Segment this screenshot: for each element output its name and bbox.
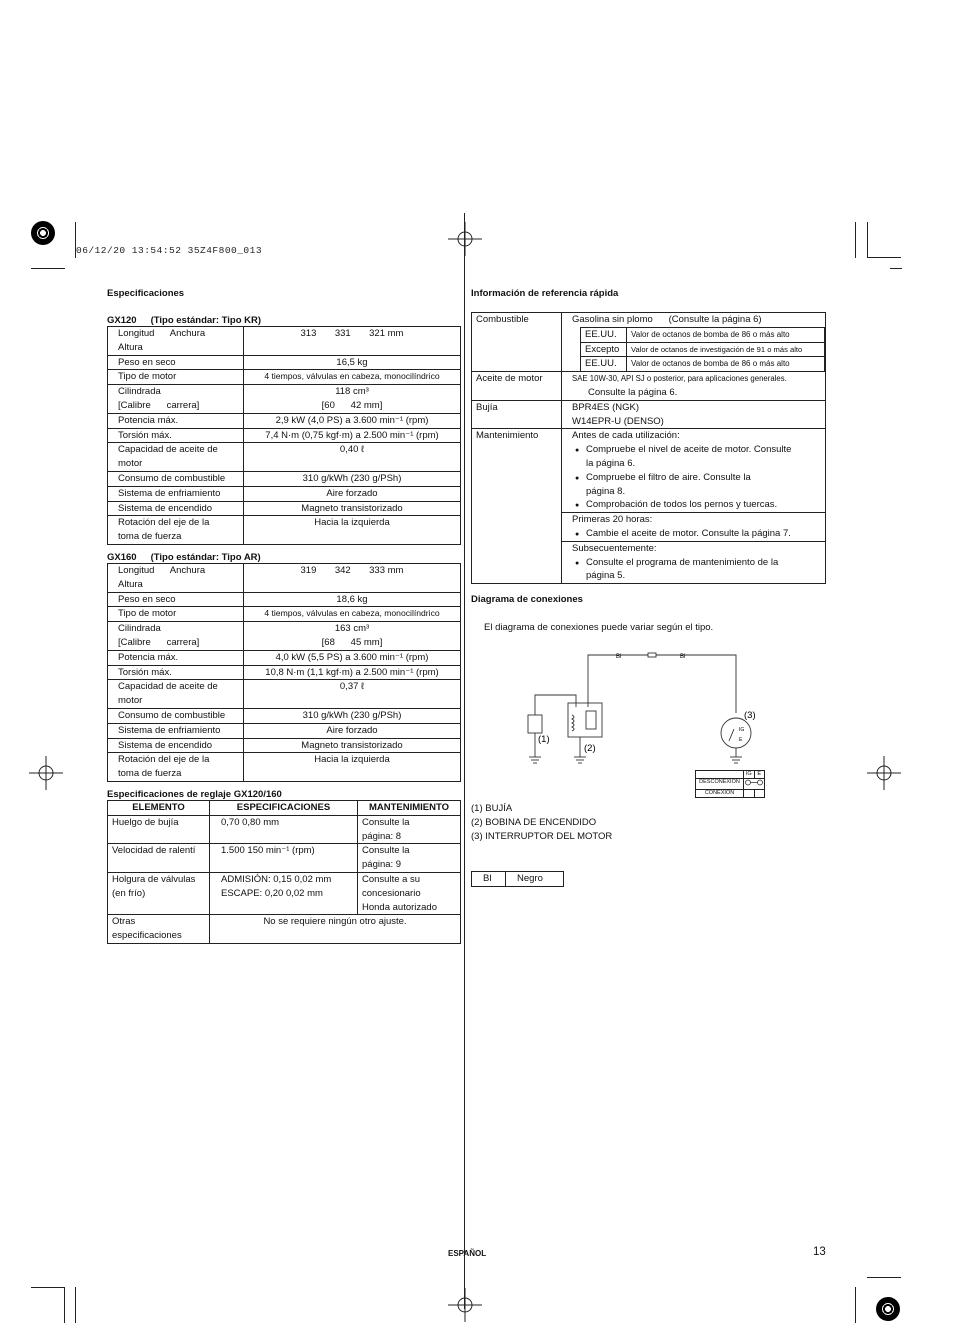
table-row bbox=[108, 428, 461, 443]
gx120-spec-table bbox=[107, 326, 461, 545]
oil-spec: SAE 10W-30, API SJ o posterior, para aplicaciones generales. bbox=[572, 374, 787, 384]
table-row bbox=[108, 385, 461, 414]
fuel-region: EE.UU. bbox=[581, 327, 627, 342]
wire-label: Bl bbox=[680, 654, 686, 660]
switch-ig-label: IG bbox=[739, 727, 745, 733]
table-row bbox=[108, 564, 461, 593]
list-item: ● Consulte el programa de mantenimiento de la página 5. bbox=[586, 556, 821, 584]
reglaje-cell: Consulte la página: 8 bbox=[358, 815, 461, 844]
table-row bbox=[108, 592, 461, 607]
table-row bbox=[108, 443, 461, 472]
plug-ngk: BPR4ES (NGK) bbox=[572, 401, 640, 413]
spec-label: Peso en seco bbox=[108, 355, 244, 370]
fuel-label: Combustible bbox=[472, 313, 562, 372]
spec-label: Consumo de combustible bbox=[108, 471, 244, 486]
fuel-region: Excepto bbox=[581, 342, 627, 357]
spec-value: 0,40 ℓ bbox=[244, 443, 461, 472]
switch-continuity-table bbox=[695, 770, 765, 798]
table-row bbox=[696, 790, 765, 798]
switch-on-label: CONEXIÓN bbox=[696, 790, 744, 798]
reglaje-header-maint: MANTENIMIENTO bbox=[358, 801, 461, 816]
callout-engine-switch: (3) bbox=[744, 710, 756, 721]
callout-spark-plug: (1) bbox=[538, 734, 550, 745]
reglaje-cell: 1.500 150 min⁻¹ (rpm) bbox=[210, 844, 358, 873]
quick-reference-table bbox=[471, 312, 826, 584]
color-code-table bbox=[471, 871, 564, 887]
spec-label: Potencia máx. bbox=[108, 413, 244, 428]
spec-value: 163 cm³ [68 45 mm] bbox=[244, 622, 461, 651]
reglaje-cell: Consulte la página: 9 bbox=[358, 844, 461, 873]
reglaje-cell: Consulte a su concesionario Honda autorizado bbox=[358, 872, 461, 914]
maint-group bbox=[562, 542, 825, 583]
reglaje-other-value: No se requiere ningún otro ajuste. bbox=[210, 915, 461, 944]
table-row bbox=[472, 872, 564, 887]
fuel-octane-table bbox=[580, 327, 825, 371]
plug-denso: W14EPR-U (DENSO) bbox=[572, 415, 664, 427]
table-row bbox=[472, 400, 826, 429]
reglaje-cell: Holgura de válvulas (en frío) bbox=[108, 872, 210, 914]
table-row bbox=[108, 486, 461, 501]
table-row bbox=[472, 429, 826, 584]
spec-label: Cilindrada [Calibre carrera] bbox=[108, 385, 244, 414]
color-code: Bl bbox=[472, 872, 506, 887]
reglaje-cell: Velocidad de ralentí bbox=[108, 844, 210, 873]
list-item: ● Cambie el aceite de motor. Consulte la página 7. bbox=[586, 527, 821, 541]
spec-value: 313 331 321 mm bbox=[244, 327, 461, 356]
table-row bbox=[108, 501, 461, 516]
maint-group bbox=[562, 429, 825, 513]
table-row bbox=[108, 650, 461, 665]
spec-value: Magneto transistorizado bbox=[244, 738, 461, 753]
fuel-octane: Valor de octanos de bomba de 86 o más alto bbox=[627, 357, 825, 371]
spec-value: 10,8 N·m (1,1 kgf·m) a 2.500 min⁻¹ (rpm) bbox=[244, 665, 461, 680]
reglaje-cell: 0,70 0,80 mm bbox=[210, 815, 358, 844]
spec-value: 18,6 kg bbox=[244, 592, 461, 607]
continuity-symbol bbox=[744, 779, 764, 786]
spec-label: Rotación del eje de la toma de fuerza bbox=[108, 753, 244, 782]
table-row bbox=[581, 327, 825, 342]
spec-label: Sistema de encendido bbox=[108, 501, 244, 516]
spec-value: 310 g/kWh (230 g/PSh) bbox=[244, 708, 461, 723]
spec-label: Tipo de motor bbox=[108, 370, 244, 385]
table-row bbox=[108, 915, 461, 944]
fuel-region: EE.UU. bbox=[581, 357, 627, 371]
spec-value: 7,4 N·m (0,75 kgf·m) a 2.500 min⁻¹ (rpm) bbox=[244, 428, 461, 443]
reglaje-cell: ADMISIÓN: 0,15 0,02 mm ESCAPE: 0,20 0,02 mm bbox=[210, 872, 358, 914]
switch-e-label: E bbox=[739, 737, 743, 743]
list-item: ● Compruebe el nivel de aceite de motor. Consulte la página 6. bbox=[586, 443, 821, 471]
gx120-type: (Tipo estándar: Tipo KR) bbox=[150, 315, 262, 326]
spec-label: Longitud Anchura Altura bbox=[108, 327, 244, 356]
fuel-octane: Valor de octanos de investigación de 91 o más alto bbox=[627, 342, 825, 357]
table-row bbox=[108, 708, 461, 723]
maint-label: Mantenimiento bbox=[472, 429, 562, 584]
oil-ref: Consulte la página 6. bbox=[588, 386, 678, 398]
reglaje-other-label: Otras especificaciones bbox=[108, 915, 210, 944]
spec-label: Capacidad de aceite de motor bbox=[108, 443, 244, 472]
switch-ig-label: IG bbox=[744, 771, 755, 779]
spec-value: 16,5 kg bbox=[244, 355, 461, 370]
table-row bbox=[108, 607, 461, 622]
spec-label: Torsión máx. bbox=[108, 665, 244, 680]
wiring-title: Diagrama de conexiones bbox=[471, 594, 583, 605]
spec-label: Longitud Anchura Altura bbox=[108, 564, 244, 593]
table-row bbox=[108, 815, 461, 844]
spec-label: Tipo de motor bbox=[108, 607, 244, 622]
maint-group-head: Primeras 20 horas: bbox=[572, 514, 653, 526]
callout-ignition-coil: (2) bbox=[584, 743, 596, 754]
table-row bbox=[108, 622, 461, 651]
spec-label: Sistema de encendido bbox=[108, 738, 244, 753]
reglaje-header-element: ELEMENTO bbox=[108, 801, 210, 816]
reglaje-title: Especificaciones de reglaje GX120/160 bbox=[107, 789, 282, 800]
spec-label: Peso en seco bbox=[108, 592, 244, 607]
spec-label: Sistema de enfriamiento bbox=[108, 486, 244, 501]
table-row bbox=[108, 753, 461, 782]
table-row bbox=[108, 471, 461, 486]
table-row bbox=[472, 372, 826, 401]
spec-label: Torsión máx. bbox=[108, 428, 244, 443]
list-item: ● Compruebe el filtro de aire. Consulte la página 8. bbox=[586, 471, 821, 499]
reglaje-header-spec: ESPECIFICACIONES bbox=[210, 801, 358, 816]
list-item: ● Comprobación de todos los pernos y tuercas. bbox=[586, 498, 821, 512]
table-row bbox=[696, 779, 765, 790]
wiring-note: El diagrama de conexiones puede variar según el tipo. bbox=[484, 622, 714, 633]
spec-value: 4 tiempos, válvulas en cabeza, monocilíndrico bbox=[244, 607, 461, 622]
switch-off-label: DESCONEXIÓN bbox=[696, 779, 744, 790]
table-row bbox=[581, 342, 825, 357]
spec-value: Hacia la izquierda bbox=[244, 753, 461, 782]
gx160-model: GX160 bbox=[107, 552, 137, 563]
spec-label: Rotación del eje de la toma de fuerza bbox=[108, 516, 244, 545]
table-row bbox=[472, 313, 826, 372]
quick-reference-title: Información de referencia rápida bbox=[471, 288, 619, 299]
fuel-octane: Valor de octanos de bomba de 86 o más alto bbox=[627, 327, 825, 342]
spec-label: Sistema de enfriamiento bbox=[108, 723, 244, 738]
spec-value: 319 342 333 mm bbox=[244, 564, 461, 593]
spec-value: 2,9 kW (4,0 PS) a 3.600 min⁻¹ (rpm) bbox=[244, 413, 461, 428]
table-row bbox=[581, 357, 825, 371]
wiring-legend bbox=[471, 802, 612, 844]
table-row bbox=[108, 680, 461, 709]
spec-value: 4 tiempos, válvulas en cabeza, monocilíndrico bbox=[244, 370, 461, 385]
reglaje-table bbox=[107, 800, 461, 944]
switch-e-label: E bbox=[754, 771, 765, 779]
spec-value: 0,37 ℓ bbox=[244, 680, 461, 709]
reglaje-cell: Huelgo de bujía bbox=[108, 815, 210, 844]
table-row bbox=[108, 327, 461, 356]
legend-item: (2) BOBINA DE ENCENDIDO bbox=[471, 817, 597, 828]
legend-item: (1) BUJÍA bbox=[471, 803, 513, 814]
spec-value: Aire forzado bbox=[244, 723, 461, 738]
spec-value: Magneto transistorizado bbox=[244, 501, 461, 516]
page-number: 13 bbox=[813, 1246, 826, 1258]
gx160-type: (Tipo estándar: Tipo AR) bbox=[150, 552, 261, 563]
table-row bbox=[108, 413, 461, 428]
gx160-heading bbox=[107, 552, 261, 563]
gx120-heading bbox=[107, 315, 261, 326]
plug-label: Bujía bbox=[472, 400, 562, 429]
oil-label: Aceite de motor bbox=[472, 372, 562, 401]
language-label: ESPAÑOL bbox=[448, 1249, 487, 1258]
spec-value: 118 cm³ [60 42 mm] bbox=[244, 385, 461, 414]
maint-group bbox=[562, 513, 825, 542]
spec-label: Consumo de combustible bbox=[108, 708, 244, 723]
table-row bbox=[108, 723, 461, 738]
legend-item: (3) INTERRUPTOR DEL MOTOR bbox=[471, 831, 613, 842]
gx160-spec-table bbox=[107, 563, 461, 782]
maint-group-head: Subsecuentemente: bbox=[572, 542, 657, 554]
wire-label: Bl bbox=[616, 654, 622, 660]
table-row bbox=[108, 355, 461, 370]
fuel-main: Gasolina sin plomo (Consulte la página 6) bbox=[572, 314, 762, 325]
spec-value: Hacia la izquierda bbox=[244, 516, 461, 545]
spec-label: Cilindrada [Calibre carrera] bbox=[108, 622, 244, 651]
table-row bbox=[108, 738, 461, 753]
spec-label: Capacidad de aceite de motor bbox=[108, 680, 244, 709]
table-row bbox=[108, 665, 461, 680]
gx120-model: GX120 bbox=[107, 315, 137, 326]
spec-value: 310 g/kWh (230 g/PSh) bbox=[244, 471, 461, 486]
table-row bbox=[108, 872, 461, 914]
table-row bbox=[696, 771, 765, 779]
table-row bbox=[108, 370, 461, 385]
section-title-specifications: Especificaciones bbox=[107, 288, 185, 299]
color-name: Negro bbox=[506, 872, 564, 887]
print-stamp: 06/12/20 13:54:52 35Z4F800_013 bbox=[76, 245, 263, 256]
table-row bbox=[108, 516, 461, 545]
spec-value: Aire forzado bbox=[244, 486, 461, 501]
maint-group-head: Antes de cada utilización: bbox=[572, 430, 680, 442]
table-row bbox=[108, 844, 461, 873]
spec-label: Potencia máx. bbox=[108, 650, 244, 665]
spec-value: 4,0 kW (5,5 PS) a 3.600 min⁻¹ (rpm) bbox=[244, 650, 461, 665]
